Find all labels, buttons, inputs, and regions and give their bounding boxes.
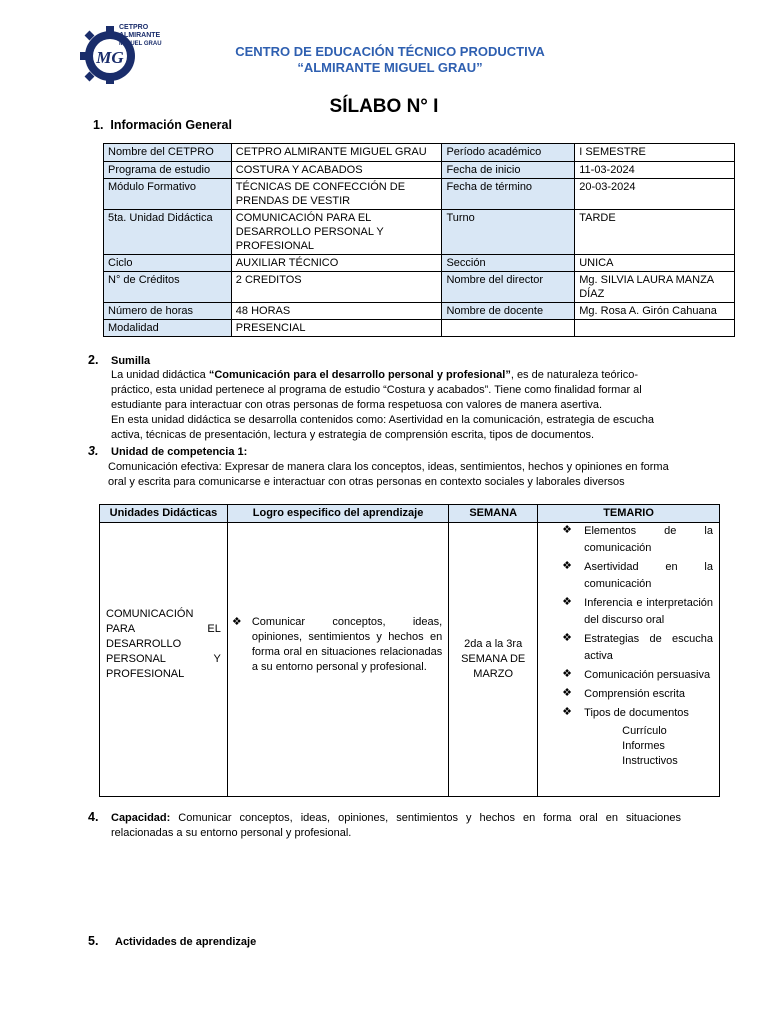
label-cell: N° de Créditos: [104, 272, 232, 303]
list-item: ❖ Asertividad en la comunicación: [562, 559, 713, 593]
label-cell: Período académico: [442, 144, 575, 162]
svg-text:MIGUEL GRAU: MIGUEL GRAU: [119, 41, 162, 47]
table-header-row: [100, 505, 720, 523]
diamond-bullet-icon: ❖: [562, 560, 573, 572]
section-1-heading: 1. Información General: [93, 118, 232, 132]
week-cell: 2da a la 3ra SEMANA DE MARZO: [449, 523, 538, 797]
value-cell: [575, 320, 735, 337]
label-cell: Nombre del director: [442, 272, 575, 303]
value-cell: TARDE: [575, 210, 735, 255]
page-title: SÍLABO N° I: [329, 96, 439, 117]
value-cell: Mg. SILVIA LAURA MANZA DÍAZ: [575, 272, 735, 303]
value-cell: COMUNICACIÓN PARA EL DESARROLLO PERSONAL Y PROFESIONAL: [231, 210, 442, 255]
svg-text:ALMIRANTE: ALMIRANTE: [119, 32, 161, 39]
value-cell: AUXILIAR TÉCNICO: [231, 255, 442, 272]
label-cell: Número de horas: [104, 303, 232, 320]
list-item: ❖ Comprensión escrita: [562, 686, 713, 703]
list-item: ❖ Comunicación persuasiva: [562, 667, 713, 684]
section-2-number: 2.: [88, 353, 99, 367]
institution-name: CENTRO DE EDUCACIÓN TÉCNICO PRODUCTIVA: [235, 44, 545, 59]
list-item: ❖ Tipos de documentos: [562, 705, 713, 722]
unit-cell: COMUNICACIÓN PARA EL DESARROLLO PERSONAL Y PROFESIONAL: [100, 523, 228, 797]
label-cell: Turno: [442, 210, 575, 255]
value-cell: CETPRO ALMIRANTE MIGUEL GRAU: [231, 144, 442, 162]
label-cell: Fecha de término: [442, 179, 575, 210]
diamond-bullet-icon: ❖: [562, 632, 573, 644]
table-row: [104, 303, 735, 320]
column-header: SEMANA: [449, 505, 538, 523]
value-cell: 48 HORAS: [231, 303, 442, 320]
section-3-number: 3.: [88, 444, 99, 458]
value-cell: 20-03-2024: [575, 179, 735, 210]
label-cell: Programa de estudio: [104, 162, 232, 179]
section-3-heading: Unidad de competencia 1:: [111, 446, 248, 458]
sumilla-text: La unidad didáctica “Comunicación para el desarrollo personal y profesional”, es de naturaleza teórico- práctico, esta unidad pertenece al programa de estudio “Costura y acabados”. Tiene como finalidad formar al estudiante para interactuar con otras personas de forma respetuosa con valores de manera asertiva. En esta unidad didáctica se desarrolla contenidos como: Asertividad en la comunicación, estrategia de escucha activa, técnicas de presentación, lectura y estrategia de comprensión escrita, tipos de documentos.: [111, 369, 654, 441]
diamond-bullet-icon: ❖: [231, 615, 242, 628]
value-cell: 2 CREDITOS: [231, 272, 442, 303]
capacity-text: Capacidad: Comunicar conceptos, ideas, opiniones, sentimientos y hechos en forma oral en situaciones relacionadas a su entorno personal y profesional.: [111, 812, 681, 839]
value-cell: 11-03-2024: [575, 162, 735, 179]
topics-cell: [538, 523, 720, 797]
section-5-number: 5.: [88, 934, 99, 948]
table-row: [104, 272, 735, 303]
label-cell: Módulo Formativo: [104, 179, 232, 210]
institution-subname: “ALMIRANTE MIGUEL GRAU”: [297, 60, 483, 75]
svg-text:MG: MG: [96, 48, 124, 67]
label-cell: Nombre del CETPRO: [104, 144, 232, 162]
cetpro-logo: [80, 20, 162, 84]
column-header: Logro especifico del aprendizaje: [227, 505, 448, 523]
table-row: [104, 162, 735, 179]
label-cell: Fecha de inicio: [442, 162, 575, 179]
topics-list: [562, 523, 713, 722]
table-row: [104, 255, 735, 272]
label-cell: Nombre de docente: [442, 303, 575, 320]
value-cell: TÉCNICAS DE CONFECCIÓN DE PRENDAS DE VESTIR: [231, 179, 442, 210]
diamond-bullet-icon: ❖: [562, 524, 573, 536]
label-cell: Ciclo: [104, 255, 232, 272]
diamond-bullet-icon: ❖: [562, 596, 573, 608]
table-row: [104, 320, 735, 337]
label-cell: Sección: [442, 255, 575, 272]
table-row: [100, 523, 720, 797]
list-item: ❖ Inferencia e interpretación del discurso oral: [562, 595, 713, 629]
diamond-bullet-icon: ❖: [562, 668, 573, 680]
label-cell: [442, 320, 575, 337]
section-5-heading: Actividades de aprendizaje: [115, 936, 257, 948]
section-2-heading: Sumilla: [111, 355, 151, 367]
document-types: Currículo Informes Instructivos: [622, 725, 678, 767]
diamond-bullet-icon: ❖: [562, 706, 573, 718]
section-4-number: 4.: [88, 810, 99, 824]
didactic-unit-table: [99, 504, 720, 797]
table-row: [104, 210, 735, 255]
column-header: TEMARIO: [538, 505, 720, 523]
list-item: ❖ Elementos de la comunicación: [562, 523, 713, 557]
competency-text: Comunicación efectiva: Expresar de manera clara los conceptos, ideas, sentimientos, hechos y opiniones en forma oral y escrita para comunicarse e interactuar con otras personas en contexto sociales y laborales diversos: [108, 461, 669, 488]
general-info-table: [103, 143, 735, 337]
value-cell: I SEMESTRE: [575, 144, 735, 162]
list-item: ❖ Estrategias de escucha activa: [562, 631, 713, 665]
label-cell: 5ta. Unidad Didáctica: [104, 210, 232, 255]
table-row: [104, 144, 735, 162]
value-cell: Mg. Rosa A. Girón Cahuana: [575, 303, 735, 320]
svg-text:CETPRO: CETPRO: [119, 24, 149, 31]
value-cell: PRESENCIAL: [231, 320, 442, 337]
value-cell: UNICA: [575, 255, 735, 272]
diamond-bullet-icon: ❖: [562, 687, 573, 699]
label-cell: Modalidad: [104, 320, 232, 337]
column-header: Unidades Didácticas: [100, 505, 228, 523]
value-cell: COSTURA Y ACABADOS: [231, 162, 442, 179]
achievement-cell: ❖ Comunicar conceptos, ideas, opiniones, sentimientos y hechos en forma oral en situaciones relacionadas a su entorno personal y profesional.: [227, 523, 448, 797]
table-row: [104, 179, 735, 210]
